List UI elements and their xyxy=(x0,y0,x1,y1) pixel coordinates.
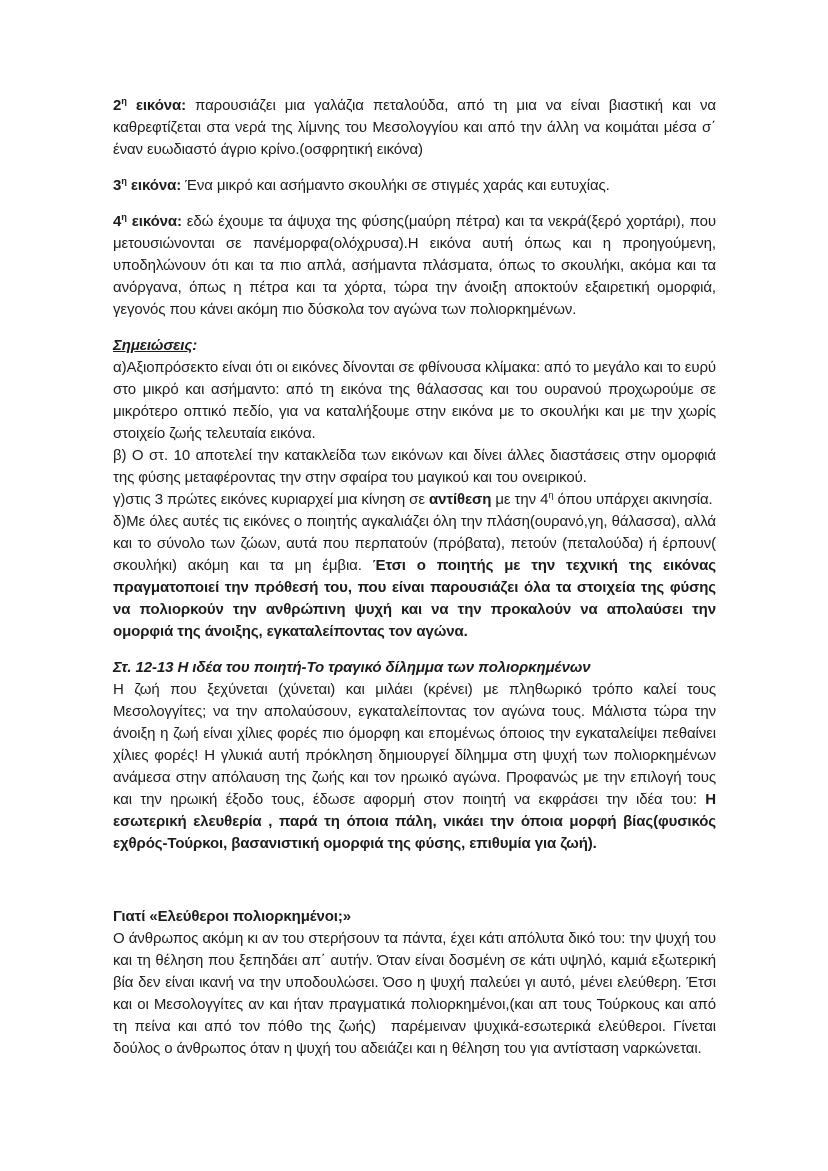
text-run: εικόνα: xyxy=(126,177,182,194)
text-run: 4 xyxy=(113,213,122,230)
text-run: γ)στις 3 πρώτες εικόνες κυριαρχεί μια κίνηση σε xyxy=(113,491,429,508)
paragraph-eikona-2 xyxy=(113,95,721,161)
text-run: Ο άνθρωπος ακόμη κι αν του στερήσουν τα πάντα, έχει κάτι απόλυτα δικό του: την ψυχή του και τη θέληση που ξεπηδάει απ΄ αυτήν. Όταν είναι δοσμένη σε κάτι υψηλό, καμιά εξωτερική βία δεν είναι ικανή να την υποδουλώσει. Όσο η ψυχή παλεύει γι αυτό, μένει ελεύθερη. Έτσι και οι Μεσολογγίτες αν και ήταν πραγματικά πολιορκημένοι,(και απ τους Τούρκους και από τη πείνα και από τον πόθο της ζωής) παρέμειναν ψυχικά-εσωτερικά ελεύθεροι. Γίνεται δούλος ο άνθρωπος όταν η ψυχή του αδειάζει και η θέληση του για αντίσταση ναρκώνεται. xyxy=(113,930,721,1057)
text-run: με την 4 xyxy=(491,491,549,508)
text-run: εικόνα: xyxy=(126,213,182,230)
superscript-text-run: η xyxy=(121,176,127,186)
text-run: : xyxy=(192,337,198,354)
superscript-text-run: η xyxy=(121,212,127,222)
superscript-text-run: η xyxy=(121,96,127,106)
text-run: Σημειώσεις xyxy=(113,337,193,354)
heading-giati-eleftheroi xyxy=(113,906,716,928)
paragraph-eikona-4 xyxy=(113,211,721,321)
text-run: παρουσιάζει μια γαλάζια πεταλούδα, από τη μια να είναι βιαστική και να καθρεφτίζεται στα νερά της λίμνης του Μεσολογγίου και από την άλλη να κοιμάται μέσα σ΄ έναν ευωδιαστό άγριο κρίνο.(οσφρητική εικόνα) xyxy=(113,97,721,158)
paragraph-eikona-3 xyxy=(113,175,716,197)
text-run: 2 xyxy=(113,97,122,114)
text-run: β) Ο στ. 10 αποτελεί την κατακλείδα των εικόνων και δίνει άλλες διαστάσεις στην ομορφιά της φύσης μεταφέροντας την στην σφαίρα του μαγικού και του ονειρικού. xyxy=(113,447,721,486)
text-run: Έτσι ο ποιητής με την τεχνική της εικόνας πραγματοποιεί την πρόθεσή του, που είναι παρουσιάζει όλα τα στοιχεία της φύσης να πολιορκούν την ανθρώπινη ψυχή και να την προκαλούν να απολαύσει την ομορφιά της άνοιξης, εγκαταλείποντας τον αγώνα. xyxy=(113,557,721,640)
note-gamma xyxy=(113,489,716,511)
paragraph-eleftheroi xyxy=(113,928,721,1060)
text-run: α)Αξιοπρόσεκτο είναι ότι οι εικόνες δίνονται σε φθίνουσα κλίμακα: από το μεγάλο και το ευρύ στο μικρό και ασήμαντο: από τη εικόνα της θάλασσας και του ουρανού προχωρούμε σε μικρότερο οπτικό πεδίο, για να καταλήξουμε στην εικόνα με το σκουλήκι και με την χωρίς στοιχείο ζωής τελευταία εικόνα. xyxy=(113,359,721,442)
note-delta xyxy=(113,511,721,643)
text-run: 3 xyxy=(113,177,122,194)
paragraph-dilemma xyxy=(113,679,721,855)
text-run: εικόνα: xyxy=(126,97,187,114)
heading-st-12-13 xyxy=(113,657,716,679)
note-beta xyxy=(113,445,721,489)
text-run: αντίθεση xyxy=(428,491,492,508)
text-run: όπου υπάρχει ακινησία. xyxy=(553,491,713,508)
text-run: Στ. 12-13 Η ιδέα του ποιητή-Το τραγικό δίλημμα των πολιορκημένων xyxy=(113,659,591,676)
superscript-text-run: η xyxy=(548,490,554,500)
text-run: Γιατί «Ελεύθεροι πολιορκημένοι;» xyxy=(113,908,351,925)
note-alpha xyxy=(113,357,721,445)
text-run: Η εσωτερική ελευθερία , παρά τη όποια πάλη, νικάει την όποια μορφή βίας(φυσικός εχθρός-Τούρκοι, βασανιστική ομορφιά της φύσης, επιθυμία για ζωή). xyxy=(113,791,721,852)
text-run: Ένα μικρό και ασήμαντο σκουλήκι σε στιγμές χαράς και ευτυχίας. xyxy=(181,177,610,194)
text-run: δ)Με όλες αυτές τις εικόνες ο ποιητής αγκαλιάζει όλη την πλάση(ουρανό,γη, θάλασσα), αλλά και το σύνολο των ζώων, αυτά που περπατούν (πρόβατα), πετούν (πεταλούδα) ή έρπουν( σκουλήκι) ακόμη και τα μη έμβια. xyxy=(113,513,721,574)
document-content xyxy=(113,95,721,1060)
heading-simeioseis xyxy=(113,335,716,357)
text-run: Η ζωή που ξεχύνεται (χύνεται) και μιλάει (κρένει) με πληθωρικό τρόπο καλεί τους Μεσολογγίτες; να την απολαύσουν, εγκαταλείποντας τον αγώνα τους. Μάλιστα τώρα την άνοιξη η ζωή είναι χίλιες φορές πιο όμορφη και επομένως όποιος την εγκαταλείψει πεθαίνει χίλιες φορές! Η γλυκιά αυτή πρόκληση δημιουργεί δίλημμα στη ψυχή των πολιορκημένων ανάμεσα στην απόλαυση της ζωής και τον ηρωικό αγώνα. Προφανώς με την επιλογή τους και την ηρωική έξοδο τους, έδωσε αφορμή στον ποιητή να εκφράσει την ιδέα του: xyxy=(113,681,721,808)
text-run: εδώ έχουμε τα άψυχα της φύσης(μαύρη πέτρα) και τα νεκρά(ξερό χορτάρι), που μετουσιώνονται σε πανέμορφα(ολόχρυσα).Η εικόνα αυτή όπως και η προηγούμενη, υποδηλώνουν ότι και τα πιο απλά, ασήμαντα πλάσματα, όπως το σκουλήκι, ακόμα και τα ανόργανα, όπως η πέτρα και τα χόρτα, τώρα την άνοιξη αποκτούν εξαιρετική ομορφιά, γεγονός που κάνει ακόμη πιο δύσκολα τον αγώνα των πολιορκημένων. xyxy=(113,213,721,318)
